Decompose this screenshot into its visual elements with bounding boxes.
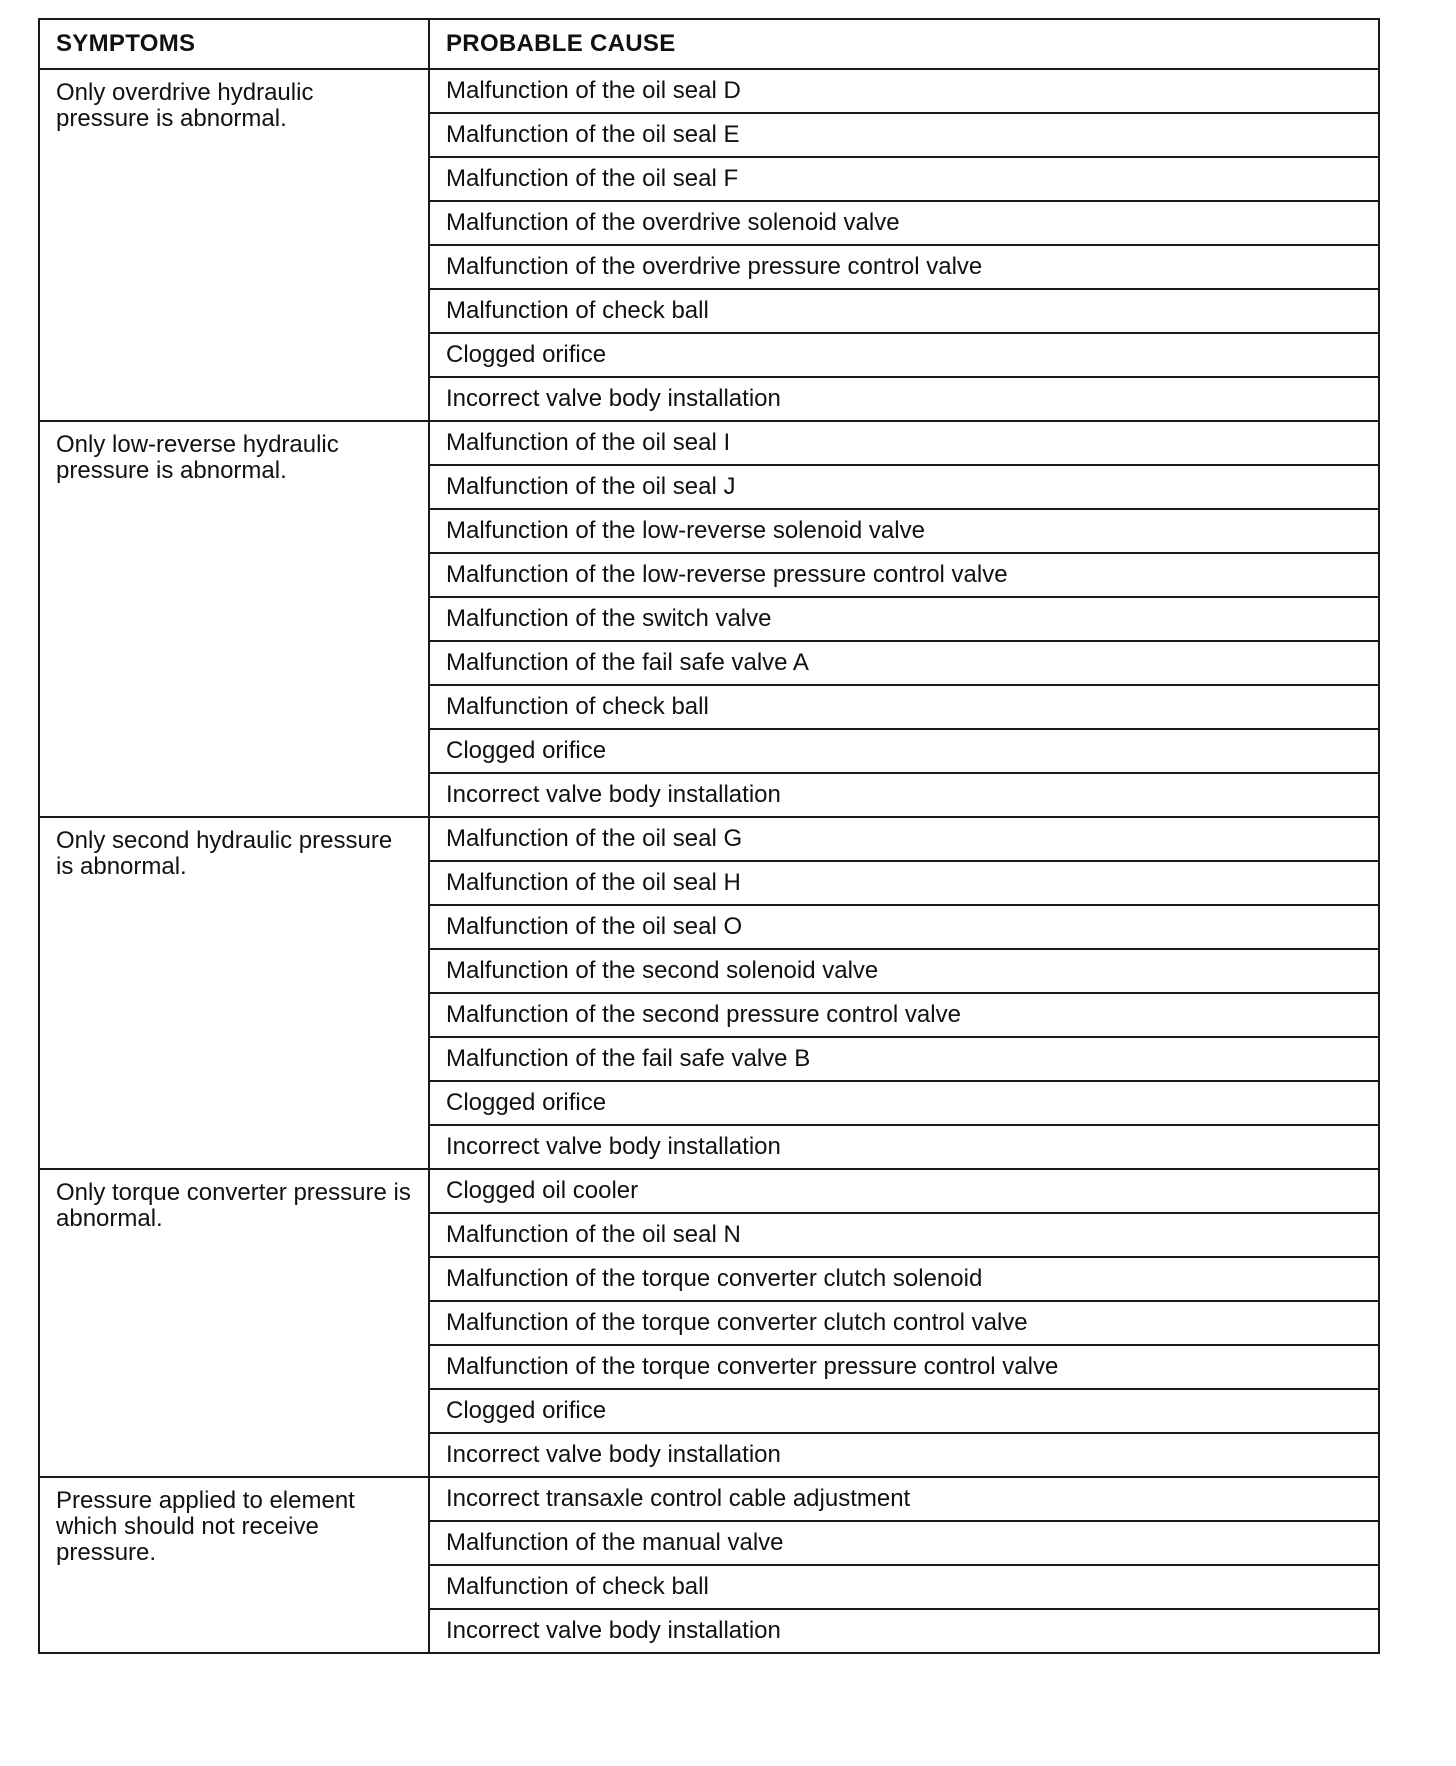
probable-cause-cell: Malfunction of the oil seal O bbox=[429, 905, 1379, 949]
header-row bbox=[39, 19, 1379, 69]
probable-cause-cell: Malfunction of check ball bbox=[429, 1565, 1379, 1609]
table-row bbox=[39, 1477, 1379, 1521]
table-row bbox=[39, 421, 1379, 465]
probable-cause-cell: Malfunction of check ball bbox=[429, 685, 1379, 729]
probable-cause-cell: Malfunction of the switch valve bbox=[429, 597, 1379, 641]
probable-cause-cell: Malfunction of the oil seal I bbox=[429, 421, 1379, 465]
table-row bbox=[39, 1169, 1379, 1213]
probable-cause-cell: Malfunction of the oil seal N bbox=[429, 1213, 1379, 1257]
probable-cause-cell: Malfunction of the oil seal G bbox=[429, 817, 1379, 861]
symptom-cell: Only second hydraulic pressure is abnormal. bbox=[39, 817, 429, 1169]
probable-cause-cell: Malfunction of check ball bbox=[429, 289, 1379, 333]
probable-cause-cell: Malfunction of the oil seal E bbox=[429, 113, 1379, 157]
probable-cause-cell: Clogged orifice bbox=[429, 1081, 1379, 1125]
probable-cause-cell: Incorrect valve body installation bbox=[429, 377, 1379, 421]
troubleshooting-table bbox=[38, 18, 1380, 1654]
probable-cause-cell: Malfunction of the low-reverse solenoid valve bbox=[429, 509, 1379, 553]
probable-cause-cell: Clogged oil cooler bbox=[429, 1169, 1379, 1213]
probable-cause-cell: Malfunction of the oil seal H bbox=[429, 861, 1379, 905]
probable-cause-cell: Malfunction of the fail safe valve A bbox=[429, 641, 1379, 685]
probable-cause-cell: Malfunction of the torque converter clutch solenoid bbox=[429, 1257, 1379, 1301]
probable-cause-cell: Malfunction of the oil seal D bbox=[429, 69, 1379, 113]
probable-cause-cell: Incorrect transaxle control cable adjustment bbox=[429, 1477, 1379, 1521]
table-body bbox=[39, 69, 1379, 1653]
probable-cause-cell: Incorrect valve body installation bbox=[429, 1433, 1379, 1477]
probable-cause-cell: Malfunction of the oil seal J bbox=[429, 465, 1379, 509]
probable-cause-cell: Clogged orifice bbox=[429, 729, 1379, 773]
probable-cause-cell: Malfunction of the second solenoid valve bbox=[429, 949, 1379, 993]
probable-cause-cell: Clogged orifice bbox=[429, 333, 1379, 377]
probable-cause-cell: Malfunction of the overdrive solenoid valve bbox=[429, 201, 1379, 245]
probable-cause-cell: Malfunction of the torque converter pressure control valve bbox=[429, 1345, 1379, 1389]
troubleshooting-sheet bbox=[38, 18, 1378, 1654]
probable-cause-cell: Clogged orifice bbox=[429, 1389, 1379, 1433]
probable-cause-cell: Malfunction of the second pressure control valve bbox=[429, 993, 1379, 1037]
probable-cause-cell: Incorrect valve body installation bbox=[429, 1125, 1379, 1169]
symptom-cell: Only overdrive hydraulic pressure is abnormal. bbox=[39, 69, 429, 421]
probable-cause-cell: Malfunction of the low-reverse pressure control valve bbox=[429, 553, 1379, 597]
probable-cause-cell: Malfunction of the overdrive pressure control valve bbox=[429, 245, 1379, 289]
symptom-cell: Only low-reverse hydraulic pressure is abnormal. bbox=[39, 421, 429, 817]
probable-cause-cell: Malfunction of the torque converter clutch control valve bbox=[429, 1301, 1379, 1345]
table-header bbox=[39, 19, 1379, 69]
probable-cause-cell: Incorrect valve body installation bbox=[429, 773, 1379, 817]
table-row bbox=[39, 817, 1379, 861]
probable-cause-cell: Incorrect valve body installation bbox=[429, 1609, 1379, 1653]
probable-cause-column-header: PROBABLE CAUSE bbox=[429, 19, 1379, 69]
probable-cause-cell: Malfunction of the manual valve bbox=[429, 1521, 1379, 1565]
symptoms-column-header: SYMPTOMS bbox=[39, 19, 429, 69]
probable-cause-cell: Malfunction of the oil seal F bbox=[429, 157, 1379, 201]
symptom-cell: Pressure applied to element which should not receive pressure. bbox=[39, 1477, 429, 1653]
symptom-cell: Only torque converter pressure is abnormal. bbox=[39, 1169, 429, 1477]
table-row bbox=[39, 69, 1379, 113]
probable-cause-cell: Malfunction of the fail safe valve B bbox=[429, 1037, 1379, 1081]
